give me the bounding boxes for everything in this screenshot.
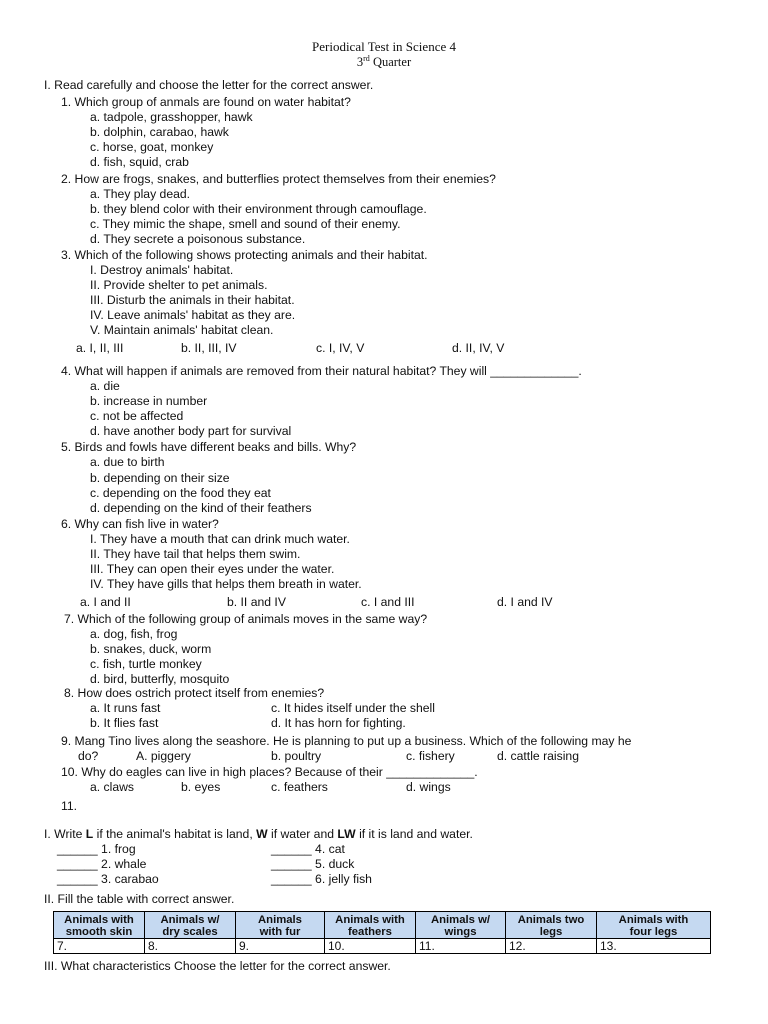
q5-choice-a: a. due to birth [90, 455, 165, 469]
table-cell: 10. [325, 939, 416, 954]
part4-instruction: III. What characteristics Choose the letter for the correct answer. [44, 959, 391, 973]
table-cell: 7. [54, 939, 145, 954]
table-cell: 13. [597, 939, 711, 954]
q6-choice-c: c. I and III [361, 595, 415, 609]
part1-instruction: I. Read carefully and choose the letter for the correct answer. [44, 78, 374, 92]
question-5: 5. Birds and fowls have different beaks and bills. Why? [61, 440, 357, 454]
question-8: 8. How does ostrich protect itself from enemies? [64, 686, 325, 700]
q6-statement-ii: II. They have tail that helps them swim. [90, 547, 301, 561]
q3-statement-ii: II. Provide shelter to pet animals. [90, 278, 268, 292]
q4-choice-d: d. have another body part for survival [90, 424, 292, 438]
quarter-label: 3rd Quarter [356, 53, 412, 69]
test-title: Periodical Test in Science 4 [312, 39, 456, 54]
q7-choice-a: a. dog, fish, frog [90, 627, 178, 641]
q2-choice-b: b. they blend color with their environment through camouflage. [90, 202, 427, 216]
table-cell: 9. [236, 939, 325, 954]
animal-traits-table [53, 911, 711, 954]
q6-statement-i: I. They have a mouth that can drink much water. [90, 532, 350, 546]
q10-choice-d: d. wings [406, 780, 451, 794]
q9-choice-d: d. cattle raising [497, 749, 579, 763]
question-4: 4. What will happen if animals are removed from their natural habitat? They will _____________. [61, 364, 582, 378]
table-header-cell: Animals w/ dry scales [145, 912, 236, 939]
q5-choice-b: b. depending on their size [90, 471, 230, 485]
table-cell: 12. [506, 939, 597, 954]
q10-choice-c: c. feathers [271, 780, 328, 794]
q3-statement-i: I. Destroy animals' habitat. [90, 263, 234, 277]
table-header-cell: Animals two legs [506, 912, 597, 939]
table-row [54, 939, 711, 954]
q9-choice-c: c. fishery [406, 749, 455, 763]
q6-statement-iv: IV. They have gills that helps them breath in water. [90, 577, 362, 591]
table-header-cell: Animals with feathers [325, 912, 416, 939]
q3-choice-d: d. II, IV, V [452, 341, 505, 355]
q5-choice-d: d. depending on the kind of their feathers [90, 501, 312, 515]
habitat-item-3: ______ 3. carabao [57, 872, 159, 886]
habitat-item-4: ______ 4. cat [271, 842, 345, 856]
q10-choice-b: b. eyes [181, 780, 221, 794]
q7-choice-b: b. snakes, duck, worm [90, 642, 212, 656]
habitat-item-5: ______ 5. duck [271, 857, 355, 871]
question-2: 2. How are frogs, snakes, and butterflies protect themselves from their enemies? [61, 172, 496, 186]
q1-choice-b: b. dolphin, carabao, hawk [90, 125, 229, 139]
question-6: 6. Why can fish live in water? [61, 517, 219, 531]
q8-choice-a: a. It runs fast [90, 701, 161, 715]
table-header-cell: Animals w/ wings [416, 912, 506, 939]
q1-choice-a: a. tadpole, grasshopper, hawk [90, 110, 253, 124]
q1-choice-c: c. horse, goat, monkey [90, 140, 214, 154]
q1-choice-d: d. fish, squid, crab [90, 155, 189, 169]
part3-instruction: II. Fill the table with correct answer. [44, 892, 235, 906]
q9-stem-continued: do? [78, 749, 99, 763]
q4-choice-b: b. increase in number [90, 394, 208, 408]
question-1: 1. Which group of anmals are found on water habitat? [61, 95, 351, 109]
question-7: 7. Which of the following group of animals moves in the same way? [64, 612, 428, 626]
q5-choice-c: c. depending on the food they eat [90, 486, 271, 500]
q7-choice-d: d. bird, butterfly, mosquito [90, 672, 230, 686]
q8-choice-b: b. It flies fast [90, 716, 159, 730]
q3-choice-b: b. II, III, IV [181, 341, 237, 355]
q4-choice-a: a. die [90, 379, 120, 393]
q3-choice-c: c. I, IV, V [316, 341, 365, 355]
habitat-item-1: ______ 1. frog [57, 842, 136, 856]
q9-choice-a: A. piggery [136, 749, 191, 763]
q6-choice-b: b. II and IV [227, 595, 286, 609]
q8-choice-d: d. It has horn for fighting. [271, 716, 406, 730]
table-header-cell: Animals with smooth skin [54, 912, 145, 939]
habitat-item-2: ______ 2. whale [57, 857, 147, 871]
question-9: 9. Mang Tino lives along the seashore. He is planning to put up a business. Which of the following may he [61, 734, 632, 748]
q6-choice-a: a. I and II [80, 595, 131, 609]
q6-statement-iii: III. They can open their eyes under the water. [90, 562, 335, 576]
q3-statement-iii: III. Disturb the animals in their habitat. [90, 293, 295, 307]
table-cell: 8. [145, 939, 236, 954]
q3-statement-v: V. Maintain animals' habitat clean. [90, 323, 274, 337]
q10-choice-a: a. claws [90, 780, 135, 794]
q2-choice-a: a. They play dead. [90, 187, 191, 201]
table-cell: 11. [416, 939, 506, 954]
table-header-cell: Animals with fur [236, 912, 325, 939]
q8-choice-c: c. It hides itself under the shell [271, 701, 435, 715]
q6-choice-d: d. I and IV [497, 595, 553, 609]
q9-choice-b: b. poultry [271, 749, 322, 763]
question-11: 11. [61, 799, 78, 813]
question-3: 3. Which of the following shows protecting animals and their habitat. [61, 248, 428, 262]
q3-statement-iv: IV. Leave animals' habitat as they are. [90, 308, 296, 322]
q7-choice-c: c. fish, turtle monkey [90, 657, 202, 671]
part2-instruction: I. Write L if the animal's habitat is land, W if water and LW if it is land and water. [44, 827, 473, 841]
table-header-row [54, 912, 711, 939]
q3-choice-a: a. I, II, III [76, 341, 124, 355]
question-10: 10. Why do eagles can live in high places? Because of their _____________. [61, 765, 478, 779]
table-header-cell: Animals with four legs [597, 912, 711, 939]
q2-choice-d: d. They secrete a poisonous substance. [90, 232, 306, 246]
habitat-item-6: ______ 6. jelly fish [271, 872, 372, 886]
q4-choice-c: c. not be affected [90, 409, 184, 423]
q2-choice-c: c. They mimic the shape, smell and sound of their enemy. [90, 217, 401, 231]
